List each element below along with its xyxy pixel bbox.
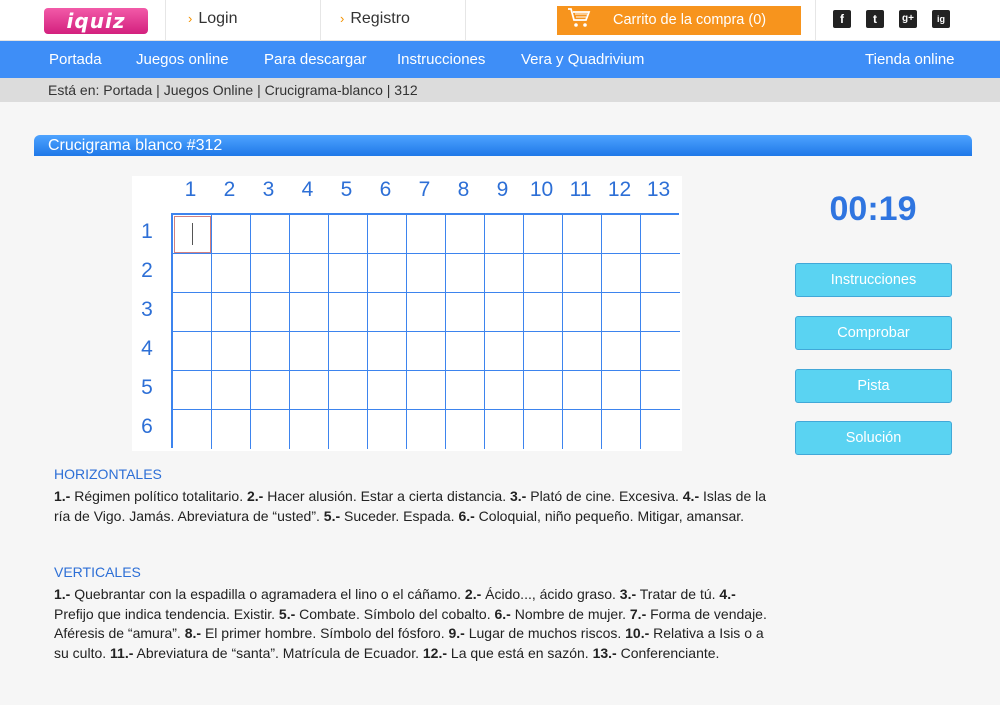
crossword-cell[interactable] xyxy=(329,293,368,332)
crossword-cell[interactable] xyxy=(212,215,251,254)
row-number: 6 xyxy=(141,415,153,438)
instructions-button[interactable]: Instrucciones xyxy=(795,263,952,297)
crossword-cell[interactable] xyxy=(563,332,602,371)
column-number: 11 xyxy=(569,178,592,201)
crossword-cell[interactable] xyxy=(212,332,251,371)
main-nav xyxy=(0,41,1000,78)
crossword-cell[interactable] xyxy=(563,215,602,254)
crossword-cell[interactable] xyxy=(602,215,641,254)
crossword-cell[interactable] xyxy=(407,254,446,293)
clue-text: Prefijo que indica tendencia. Existir. xyxy=(54,605,279,622)
twitter-icon[interactable]: t xyxy=(866,10,884,28)
check-button[interactable]: Comprobar xyxy=(795,316,952,350)
crossword-cell[interactable] xyxy=(446,371,485,410)
crossword-cell[interactable] xyxy=(485,332,524,371)
crossword-cell[interactable] xyxy=(524,215,563,254)
crossword-cell[interactable] xyxy=(290,332,329,371)
column-number: 12 xyxy=(607,178,632,201)
crossword-cell[interactable] xyxy=(524,293,563,332)
nav-item-juegos-online[interactable]: Juegos online xyxy=(136,51,229,68)
nav-item-tienda-online[interactable]: Tienda online xyxy=(865,51,955,68)
crossword-cell[interactable] xyxy=(407,215,446,254)
row-number: 1 xyxy=(141,220,153,243)
chevron-right-icon: › xyxy=(340,11,345,26)
crossword-cell[interactable] xyxy=(212,293,251,332)
crossword-cell[interactable] xyxy=(563,410,602,449)
column-number: 8 xyxy=(457,178,470,201)
clue-text: Relativa a Isis o a su culto. xyxy=(54,625,764,661)
crossword-cell[interactable] xyxy=(173,215,212,254)
crossword-cell[interactable] xyxy=(173,332,212,371)
divider xyxy=(165,0,166,41)
crossword-grid xyxy=(171,213,679,448)
crossword-cell[interactable] xyxy=(329,215,368,254)
clue-text: Coloquial, niño pequeño. Mitigar, amansar. xyxy=(474,507,745,524)
crossword-cell[interactable] xyxy=(641,332,680,371)
column-number: 1 xyxy=(184,178,197,201)
crossword-cell[interactable] xyxy=(329,254,368,293)
crossword-cell[interactable] xyxy=(485,371,524,410)
crossword-cell[interactable] xyxy=(251,293,290,332)
crossword-cell[interactable] xyxy=(446,215,485,254)
clue-text: Suceder. Espada. xyxy=(340,507,459,524)
clue-number: 2.- xyxy=(246,488,264,504)
chevron-right-icon: › xyxy=(188,11,193,26)
crossword-cell[interactable] xyxy=(290,215,329,254)
clue-number: 6.- xyxy=(458,507,475,524)
clue-number: 10.- xyxy=(625,625,650,641)
crossword-cell[interactable] xyxy=(290,254,329,293)
clue-text: Lugar de muchos riscos. xyxy=(464,625,626,641)
solution-button[interactable]: Solución xyxy=(795,421,952,455)
nav-item-portada[interactable]: Portada xyxy=(49,51,102,68)
crossword-cell[interactable] xyxy=(407,410,446,449)
cart-button[interactable] xyxy=(557,6,801,35)
crossword-cell[interactable] xyxy=(563,293,602,332)
crossword-cell[interactable] xyxy=(368,215,407,254)
column-number: 10 xyxy=(529,178,554,201)
crossword-cell[interactable] xyxy=(602,371,641,410)
clue-text: El primer hombre. Símbolo del fósforo. xyxy=(201,625,449,641)
divider xyxy=(465,0,466,41)
crossword-cell[interactable] xyxy=(329,371,368,410)
clue-text: Forma de vendaje. Aféresis de “amura”. xyxy=(54,605,767,641)
clue-number: 1.- xyxy=(54,488,71,504)
clue-number: 8.- xyxy=(184,625,202,641)
crossword-cell[interactable] xyxy=(212,371,251,410)
clue-text: Islas de la ría de Vigo. Jamás. Abreviatura de “usted”. xyxy=(54,488,767,524)
crossword-cell[interactable] xyxy=(290,293,329,332)
crossword-cell[interactable] xyxy=(602,410,641,449)
column-number: 3 xyxy=(262,178,275,201)
text-cursor xyxy=(192,223,193,245)
clue-number: 5.- xyxy=(323,507,341,524)
crossword-cell[interactable] xyxy=(251,332,290,371)
crossword-cell[interactable] xyxy=(641,371,680,410)
clue-text: Régimen político totalitario. xyxy=(70,488,247,504)
hint-button[interactable]: Pista xyxy=(795,369,952,403)
crossword-cell[interactable] xyxy=(602,332,641,371)
clue-number: 4.- xyxy=(719,586,736,602)
crossword-cell[interactable] xyxy=(641,410,680,449)
register-label: Registro xyxy=(350,10,410,27)
crossword-cell[interactable] xyxy=(251,371,290,410)
vertical-clues-title: VERTICALES xyxy=(54,564,141,580)
crossword-cell[interactable] xyxy=(407,293,446,332)
horizontal-clues-title: HORIZONTALES xyxy=(54,466,162,482)
nav-item-instrucciones[interactable]: Instrucciones xyxy=(397,51,486,68)
column-number: 4 xyxy=(301,178,314,201)
top-bar xyxy=(0,0,1000,41)
breadcrumb: Está en: Portada | Juegos Online | Crucigrama-blanco | 312 xyxy=(0,78,1000,102)
login-link[interactable] xyxy=(188,10,238,28)
clue-text: Hacer alusión. Estar a cierta distancia. xyxy=(263,488,510,504)
register-link[interactable] xyxy=(340,10,410,28)
crossword-cell[interactable] xyxy=(602,293,641,332)
crossword-cell[interactable] xyxy=(290,371,329,410)
crossword-cell[interactable] xyxy=(329,410,368,449)
crossword-cell[interactable] xyxy=(212,410,251,449)
crossword-cell[interactable] xyxy=(173,293,212,332)
crossword-cell[interactable] xyxy=(641,215,680,254)
nav-item-para-descargar[interactable]: Para descargar xyxy=(264,51,367,68)
column-number: 2 xyxy=(223,178,236,201)
clue-text: Plató de cine. Excesiva. xyxy=(526,488,683,504)
crossword-cell[interactable] xyxy=(251,410,290,449)
crossword-cell[interactable] xyxy=(485,215,524,254)
clue-number: 3.- xyxy=(510,488,527,504)
page-title: Crucigrama blanco #312 xyxy=(34,135,972,156)
crossword-cell[interactable] xyxy=(251,254,290,293)
clue-number: 4.- xyxy=(682,488,700,504)
row-number: 5 xyxy=(141,376,153,399)
clue-text: La que está en sazón. xyxy=(447,644,593,661)
clue-number: 7.- xyxy=(629,605,647,622)
crossword-cell[interactable] xyxy=(173,254,212,293)
login-label: Login xyxy=(198,10,238,27)
clue-number: 12.- xyxy=(422,644,448,661)
clue-text: Combate. Símbolo del cobalto. xyxy=(295,605,495,622)
crossword-cell[interactable] xyxy=(212,254,251,293)
clue-number: 13.- xyxy=(592,644,617,661)
clue-number: 9.- xyxy=(448,625,465,641)
shopping-cart-icon xyxy=(567,6,591,30)
crossword-cell[interactable] xyxy=(290,410,329,449)
crossword-cell[interactable] xyxy=(329,332,368,371)
crossword-cell[interactable] xyxy=(173,371,212,410)
crossword-cell[interactable] xyxy=(524,410,563,449)
divider xyxy=(320,0,321,41)
crossword-cell[interactable] xyxy=(368,371,407,410)
crossword-cell[interactable] xyxy=(368,254,407,293)
crossword-cell[interactable] xyxy=(641,254,680,293)
crossword-cell[interactable] xyxy=(485,410,524,449)
row-number: 4 xyxy=(141,337,153,360)
clue-text: Abreviatura de “santa”. Matrícula de Ecuador. xyxy=(133,644,423,661)
site-logo[interactable]: iquiz xyxy=(44,8,148,34)
divider xyxy=(815,0,816,41)
column-number: 13 xyxy=(646,178,671,201)
row-number: 3 xyxy=(141,298,153,321)
column-number: 9 xyxy=(496,178,509,201)
facebook-icon[interactable]: f xyxy=(833,10,851,28)
nav-item-vera-quadrivium[interactable]: Vera y Quadrivium xyxy=(521,51,645,68)
clue-number: 2.- xyxy=(464,586,482,602)
crossword-cell[interactable] xyxy=(407,332,446,371)
clue-text: Quebrantar con la espadilla o agramadera el lino o el cáñamo. xyxy=(70,586,465,602)
clue-text: Nombre de mujer. xyxy=(510,605,630,622)
crossword-cell[interactable] xyxy=(641,293,680,332)
crossword-cell[interactable] xyxy=(602,254,641,293)
clue-text: Tratar de tú. xyxy=(636,586,720,602)
crossword-cell[interactable] xyxy=(446,293,485,332)
clue-number: 5.- xyxy=(278,605,296,622)
horizontal-clues xyxy=(54,487,769,526)
clue-text: Conferenciante. xyxy=(616,644,720,661)
clue-number: 6.- xyxy=(494,605,511,622)
instagram-icon[interactable]: ig xyxy=(932,10,950,28)
crossword-cell[interactable] xyxy=(368,293,407,332)
crossword-cell[interactable] xyxy=(251,215,290,254)
timer: 00:19 xyxy=(829,190,917,228)
cart-label: Carrito de la compra (0) xyxy=(613,12,767,28)
crossword-cell[interactable] xyxy=(485,293,524,332)
crossword-cell[interactable] xyxy=(524,371,563,410)
clue-number: 11.- xyxy=(110,644,134,661)
crossword-cell[interactable] xyxy=(563,254,602,293)
crossword-cell[interactable] xyxy=(368,332,407,371)
crossword-cell[interactable] xyxy=(446,410,485,449)
crossword-cell[interactable] xyxy=(524,332,563,371)
crossword-cell[interactable] xyxy=(446,254,485,293)
column-number: 5 xyxy=(340,178,353,201)
column-number: 6 xyxy=(379,178,392,201)
crossword-cell[interactable] xyxy=(485,254,524,293)
google-plus-icon[interactable]: g+ xyxy=(899,10,917,28)
crossword-cell[interactable] xyxy=(407,371,446,410)
crossword-cell[interactable] xyxy=(446,332,485,371)
clue-number: 3.- xyxy=(619,586,637,602)
vertical-clues xyxy=(54,585,769,663)
row-number: 2 xyxy=(141,259,153,282)
crossword-cell[interactable] xyxy=(368,410,407,449)
crossword-cell[interactable] xyxy=(173,410,212,449)
clue-number: 1.- xyxy=(54,586,71,602)
clue-text: Ácido..., ácido graso. xyxy=(481,586,620,602)
crossword-cell[interactable] xyxy=(524,254,563,293)
column-number: 7 xyxy=(418,178,431,201)
crossword-cell[interactable] xyxy=(563,371,602,410)
